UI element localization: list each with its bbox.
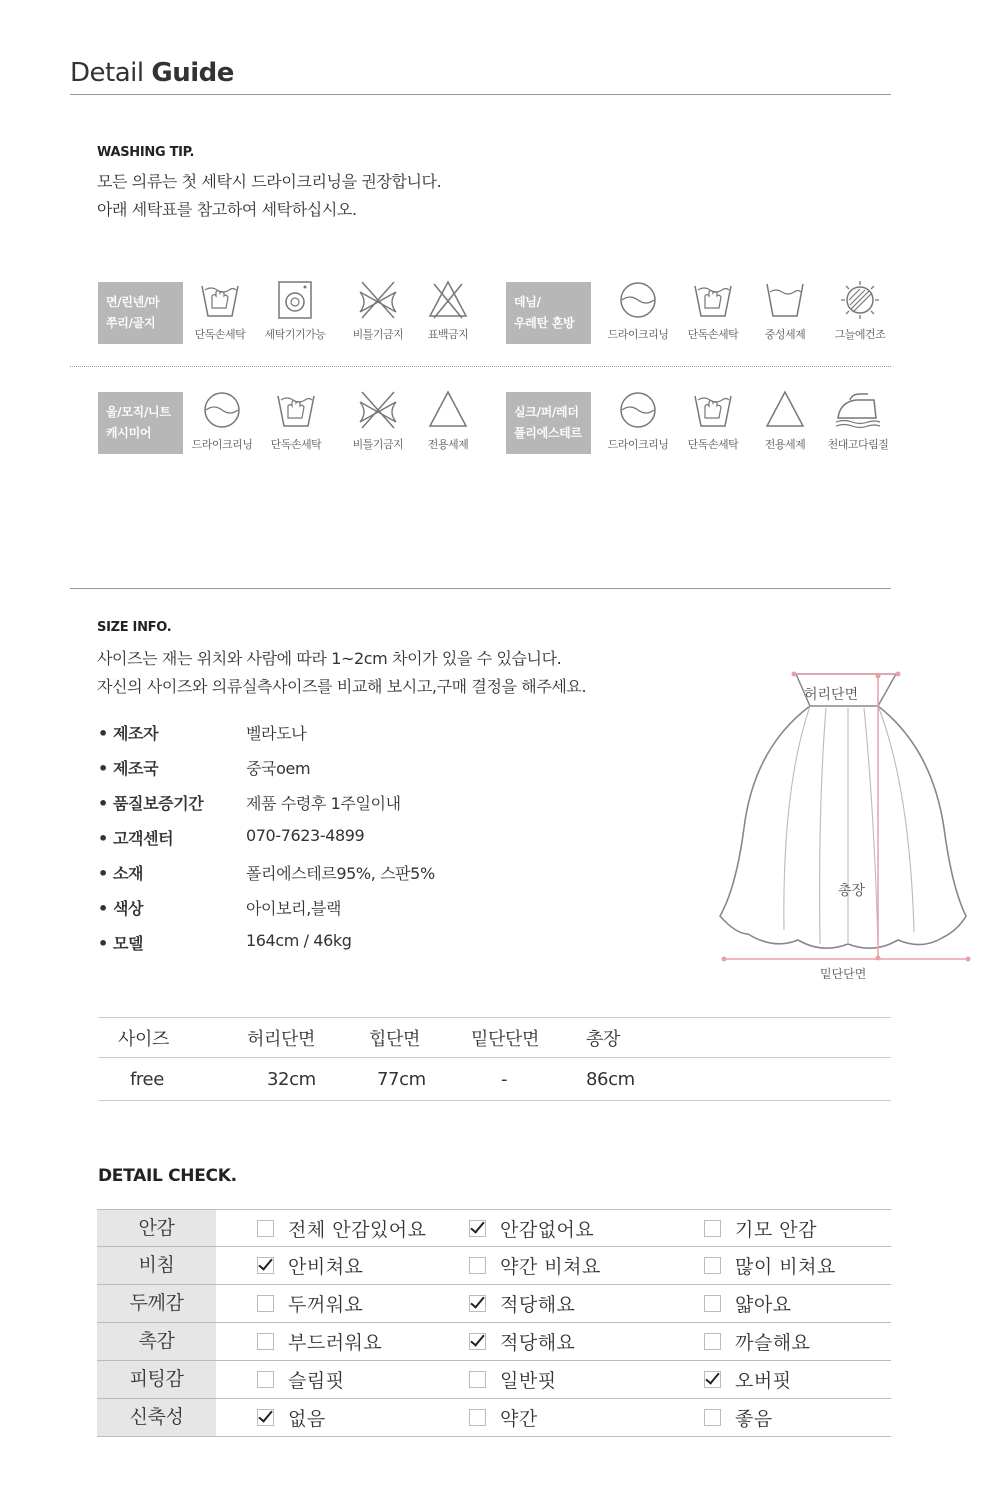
check-row-head: 피팅감 xyxy=(97,1361,216,1398)
check-option[interactable] xyxy=(469,1247,601,1284)
washing-line: 아래 세탁표를 참고하여 세탁하십시오. xyxy=(97,200,357,219)
table-cell: 32cm xyxy=(267,1069,316,1090)
wash-item xyxy=(745,278,825,342)
check-row-head: 촉감 xyxy=(97,1323,216,1360)
checkbox[interactable] xyxy=(257,1257,274,1274)
wash-caption: 세탁기기가능 xyxy=(264,328,326,341)
check-row-head: 비침 xyxy=(97,1247,216,1284)
wash-divider xyxy=(70,366,891,367)
check-option-label: 일반핏 xyxy=(500,1370,557,1392)
check-option[interactable] xyxy=(469,1285,575,1322)
check-option-label: 기모 안감 xyxy=(735,1218,817,1241)
hand-wash-icon xyxy=(691,388,735,432)
checkbox[interactable] xyxy=(257,1333,274,1350)
wash-item xyxy=(673,388,753,452)
wash-caption: 드라이크리닝 xyxy=(607,328,669,341)
wash-caption: 중성세제 xyxy=(764,328,806,341)
checkbox[interactable] xyxy=(257,1371,274,1388)
check-option[interactable] xyxy=(469,1210,594,1246)
spec-value: 중국oem xyxy=(246,759,311,778)
check-option-label: 두꺼워요 xyxy=(288,1294,364,1316)
checkbox[interactable] xyxy=(257,1409,274,1426)
hand-wash-icon xyxy=(691,278,735,322)
check-option-label: 얇아요 xyxy=(735,1294,792,1316)
wash-item xyxy=(338,278,418,342)
washing-line: 모든 의류는 첫 세탁시 드라이크리닝을 권장합니다. xyxy=(97,172,442,191)
wash-caption: 드라이크리닝 xyxy=(191,438,253,451)
table-cell: 86cm xyxy=(586,1069,635,1090)
title-light: Detail xyxy=(70,58,144,88)
check-option-label: 안감없어요 xyxy=(500,1218,595,1241)
washing-tip-text xyxy=(97,168,441,224)
checkbox[interactable] xyxy=(704,1257,721,1274)
check-row-head: 신축성 xyxy=(97,1399,216,1436)
wash-caption: 단독손세탁 xyxy=(270,438,322,451)
no-bleach-icon xyxy=(426,278,470,322)
spec-key: • 품질보증기간 xyxy=(98,794,204,813)
spec-value: 제품 수령후 1주일이내 xyxy=(246,794,401,813)
wash-item xyxy=(408,388,488,452)
hand-wash-icon xyxy=(274,388,318,432)
check-option-label: 적당해요 xyxy=(500,1332,576,1354)
wash-caption: 단독손세탁 xyxy=(194,328,246,341)
table-cell: free xyxy=(130,1069,164,1090)
table-header: 힙단면 xyxy=(369,1029,420,1050)
checkbox[interactable] xyxy=(704,1371,721,1388)
check-option-label: 적당해요 xyxy=(500,1294,576,1316)
wash-badge-line: 데님/ xyxy=(514,295,541,309)
spec-key: • 색상 xyxy=(98,899,144,918)
washing-machine-icon xyxy=(273,278,317,322)
neutral-detergent-icon xyxy=(763,278,807,322)
wash-badge-line: 울/모직/니트 xyxy=(106,405,171,419)
checkbox[interactable] xyxy=(704,1409,721,1426)
dry-clean-icon xyxy=(200,388,244,432)
checkbox[interactable] xyxy=(469,1371,486,1388)
wash-item xyxy=(182,388,262,452)
check-option[interactable] xyxy=(704,1361,792,1398)
check-option-label: 없음 xyxy=(288,1408,326,1430)
spec-value: 폴리에스테르95%, 스판5% xyxy=(246,864,435,883)
washing-tip-label: WASHING TIP. xyxy=(97,145,195,160)
spec-key: • 소재 xyxy=(98,864,144,883)
wash-caption: 단독손세탁 xyxy=(687,438,739,451)
iron-with-cloth-icon xyxy=(834,388,882,432)
wash-badge-line: 면/린넨/마 xyxy=(106,295,160,309)
wash-item xyxy=(820,278,900,342)
wash-badge-line: 우레탄 혼방 xyxy=(514,316,575,330)
checkbox[interactable] xyxy=(469,1333,486,1350)
check-option-label: 오버핏 xyxy=(735,1370,792,1392)
wash-item xyxy=(745,388,825,452)
check-option[interactable] xyxy=(469,1361,557,1398)
wash-caption: 천대고다림질 xyxy=(827,438,889,451)
spec-value: 아이보리,블랙 xyxy=(246,899,342,918)
check-option-label: 전체 안감있어요 xyxy=(288,1218,427,1241)
wash-item xyxy=(598,278,678,342)
checkbox[interactable] xyxy=(257,1295,274,1312)
dry-clean-icon xyxy=(616,278,660,322)
no-wring-icon xyxy=(356,388,400,432)
spec-value: 070-7623-4899 xyxy=(246,826,365,845)
table-cell: 77cm xyxy=(377,1069,426,1090)
diagram-hem-label: 밑단단면 xyxy=(820,967,867,981)
wash-caption: 비틀기금지 xyxy=(352,328,404,341)
check-row xyxy=(97,1209,891,1247)
wash-caption: 전용세제 xyxy=(764,438,806,451)
check-option[interactable] xyxy=(257,1399,326,1436)
check-option[interactable] xyxy=(704,1323,810,1360)
checkbox[interactable] xyxy=(469,1220,486,1237)
size-info-text xyxy=(97,645,586,701)
shade-dry-icon xyxy=(838,278,882,322)
check-option[interactable] xyxy=(704,1285,792,1322)
spec-key: • 제조국 xyxy=(98,759,159,778)
check-option[interactable] xyxy=(257,1247,363,1284)
checkbox[interactable] xyxy=(704,1220,721,1237)
wash-badge-line: 실크/퍼/레더 xyxy=(514,405,579,419)
wash-badge-line: 캐시미어 xyxy=(106,426,152,440)
table-line xyxy=(98,1057,891,1058)
diagram-length-label: 총장 xyxy=(838,883,866,899)
check-option[interactable] xyxy=(704,1399,773,1436)
skirt-diagram-icon xyxy=(714,668,978,986)
size-info-label: SIZE INFO. xyxy=(97,620,172,635)
wash-item xyxy=(180,278,260,342)
check-option-label: 약간 xyxy=(500,1408,538,1430)
size-info-line: 사이즈는 재는 위치와 사람에 따라 1~2cm 차이가 있을 수 있습니다. xyxy=(97,649,562,668)
checkbox[interactable] xyxy=(469,1257,486,1274)
special-detergent-icon xyxy=(426,388,470,432)
table-header: 사이즈 xyxy=(118,1029,169,1050)
checkbox[interactable] xyxy=(469,1295,486,1312)
wash-item xyxy=(818,388,898,452)
wash-badge xyxy=(506,282,591,344)
checkbox[interactable] xyxy=(257,1220,274,1237)
size-info-line: 자신의 사이즈와 의류실측사이즈를 비교해 보시고,구매 결정을 해주세요. xyxy=(97,677,587,696)
wash-badge xyxy=(98,282,183,344)
check-option[interactable] xyxy=(257,1361,345,1398)
table-header: 허리단면 xyxy=(247,1029,315,1050)
checkbox[interactable] xyxy=(704,1333,721,1350)
wash-badge-line: 쭈리/골지 xyxy=(106,316,156,330)
check-option-label: 부드러워요 xyxy=(288,1332,383,1354)
table-cell: - xyxy=(501,1069,508,1090)
wash-caption: 단독손세탁 xyxy=(687,328,739,341)
check-row xyxy=(97,1285,891,1323)
hand-wash-icon xyxy=(198,278,242,322)
table-line xyxy=(98,1100,891,1101)
check-option-label: 까슬해요 xyxy=(735,1332,811,1354)
wash-caption: 드라이크리닝 xyxy=(607,438,669,451)
table-line xyxy=(98,1017,891,1018)
spec-value: 벨라도나 xyxy=(246,724,307,743)
check-option[interactable] xyxy=(469,1399,538,1436)
spec-key: • 고객센터 xyxy=(98,829,174,848)
check-option-label: 안비쳐요 xyxy=(288,1256,364,1278)
dry-clean-icon xyxy=(616,388,660,432)
no-wring-icon xyxy=(356,278,400,322)
check-option-label: 많이 비쳐요 xyxy=(735,1256,836,1278)
diagram-waist-label: 허리단면 xyxy=(804,687,859,703)
table-header: 총장 xyxy=(586,1029,620,1050)
check-option[interactable] xyxy=(257,1323,382,1360)
checkbox[interactable] xyxy=(704,1295,721,1312)
check-row xyxy=(97,1323,891,1361)
title-bold: Guide xyxy=(151,58,234,88)
checkbox[interactable] xyxy=(469,1409,486,1426)
check-option-label: 슬림핏 xyxy=(288,1370,345,1392)
check-option[interactable] xyxy=(257,1285,363,1322)
table-header: 밑단단면 xyxy=(471,1029,539,1050)
spec-key: • 모델 xyxy=(98,934,144,953)
wash-caption: 그늘에건조 xyxy=(834,328,886,341)
check-row xyxy=(97,1247,891,1285)
detail-check-label: DETAIL CHECK. xyxy=(98,1166,237,1186)
wash-badge xyxy=(506,392,591,454)
wash-caption: 전용세제 xyxy=(427,438,469,451)
special-detergent-icon xyxy=(763,388,807,432)
wash-item xyxy=(255,278,335,342)
wash-caption: 표백금지 xyxy=(427,328,469,341)
check-option-label: 약간 비쳐요 xyxy=(500,1256,601,1278)
wash-item xyxy=(256,388,336,452)
check-option[interactable] xyxy=(257,1210,427,1246)
spec-value: 164cm / 46kg xyxy=(246,931,352,950)
wash-item xyxy=(408,278,488,342)
spec-key: • 제조자 xyxy=(98,724,159,743)
check-row-head: 안감 xyxy=(97,1210,216,1246)
check-row xyxy=(97,1361,891,1399)
wash-badge xyxy=(98,392,183,454)
section-divider xyxy=(70,588,891,589)
wash-badge-line: 폴리에스테르 xyxy=(514,426,582,440)
page-title xyxy=(70,58,234,88)
wash-item xyxy=(598,388,678,452)
wash-caption: 비틀기금지 xyxy=(352,438,404,451)
check-option[interactable] xyxy=(469,1323,575,1360)
title-divider xyxy=(70,94,891,95)
check-option[interactable] xyxy=(704,1210,817,1246)
check-row-head: 두께감 xyxy=(97,1285,216,1322)
check-option[interactable] xyxy=(704,1247,836,1284)
check-option-label: 좋음 xyxy=(735,1408,773,1430)
wash-item xyxy=(673,278,753,342)
wash-item xyxy=(338,388,418,452)
check-row xyxy=(97,1399,891,1437)
